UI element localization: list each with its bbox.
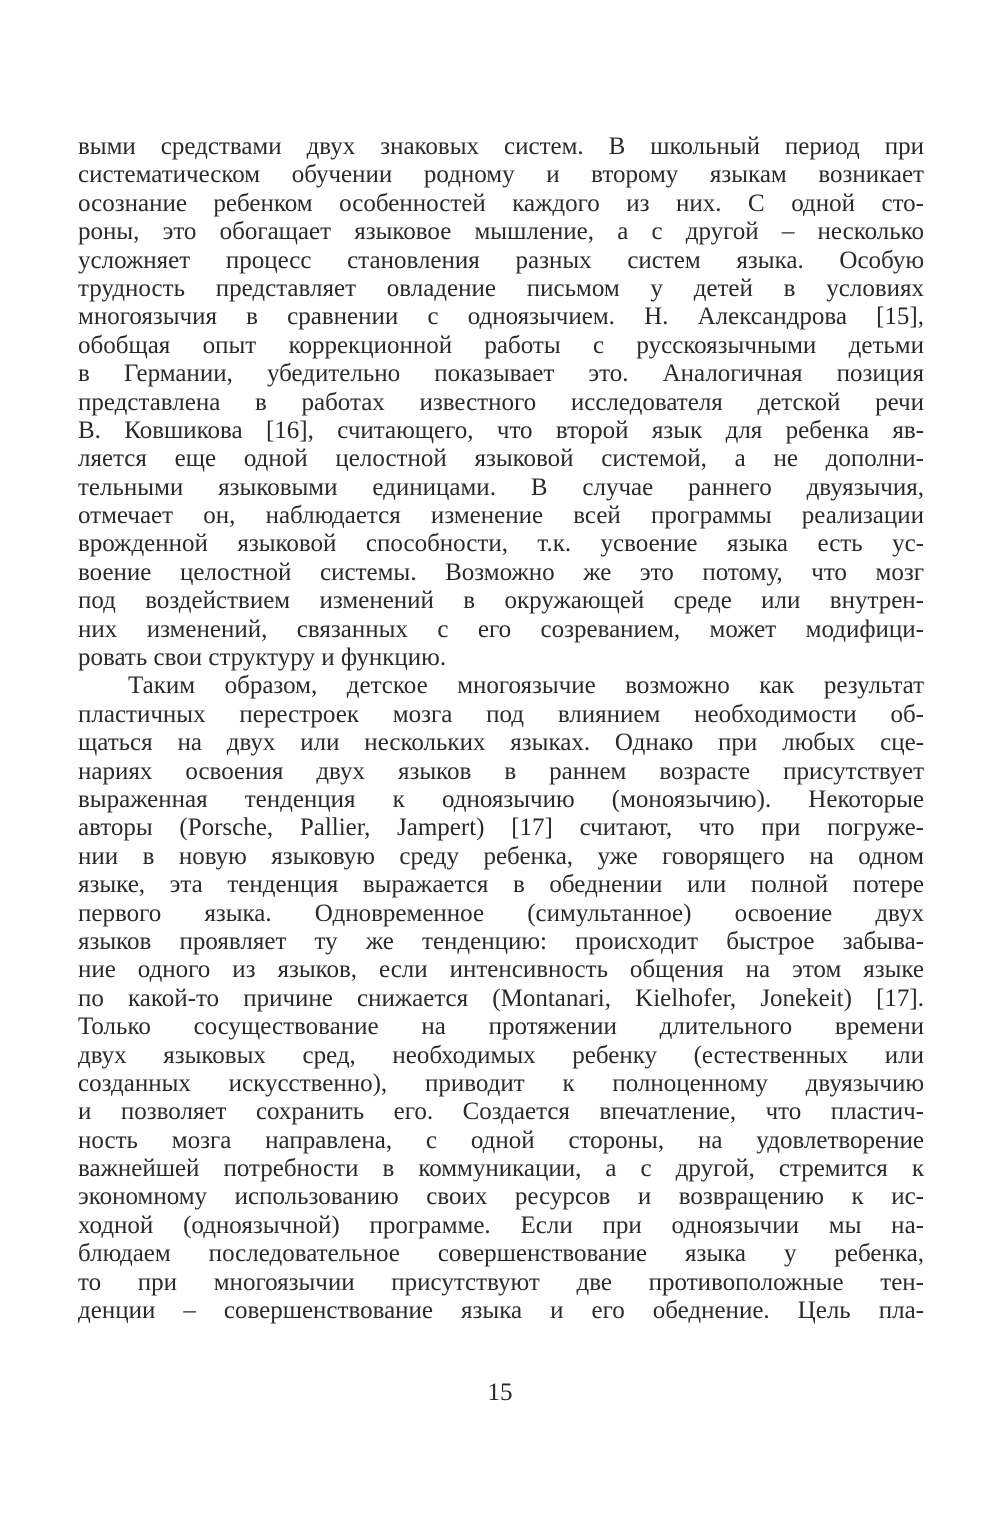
text-line: отмечает он, наблюдается изменение всей программы реализации [78, 502, 924, 530]
text-line: многоязычия в сравнении с одноязычием. Н. Александрова [15], [78, 303, 924, 331]
text-line: нариях освоения двух языков в раннем возрасте присутствует [78, 757, 924, 785]
text-line: выраженная тенденция к одноязычию (моноязычию). Некоторые [78, 785, 924, 813]
text-line: В. Ковшикова [16], считающего, что второй язык для ребенка яв- [78, 416, 924, 444]
text-line: ность мозга направлена, с одной стороны, на удовлетворение [78, 1126, 924, 1154]
text-line: систематическом обучении родному и второму языкам возникает [78, 161, 924, 189]
text-line: под воздействием изменений в окружающей среде или внутрен- [78, 587, 924, 615]
text-line: то при многоязычии присутствуют две противоположные тен- [78, 1268, 924, 1296]
text-line: пластичных перестроек мозга под влиянием необходимости об- [78, 700, 924, 728]
text-line: роны, это обогащает языковое мышление, а с другой – несколько [78, 218, 924, 246]
text-line: языков проявляет ту же тенденцию: происходит быстрое забыва- [78, 927, 924, 955]
text-line: денции – совершенствование языка и его обеднение. Цель пла- [78, 1297, 924, 1325]
text-line: ние одного из языков, если интенсивность общения на этом языке [78, 956, 924, 984]
text-line: усложняет процесс становления разных систем языка. Особую [78, 246, 924, 274]
text-line: по какой-то причине снижается (Montanari, Kielhofer, Jonekeit) [17]. [78, 984, 924, 1012]
text-line: выми средствами двух знаковых систем. В школьный период при [78, 133, 924, 160]
text-line: врожденной языковой способности, т.к. усвоение языка есть ус- [78, 530, 924, 558]
text-line: двух языковых сред, необходимых ребенку (естественных или [78, 1041, 924, 1069]
text-line: них изменений, связанных с его созреванием, может модифици- [78, 615, 924, 643]
text-line: ходной (одноязычной) программе. Если при одноязычии мы на- [78, 1211, 924, 1239]
text-line: Только сосуществование на протяжении длительного времени [78, 1013, 924, 1041]
text-line: нии в новую языковую среду ребенка, уже говорящего на одном [78, 842, 924, 870]
page-number: 15 [487, 1379, 513, 1406]
text-line: первого языка. Одновременное (симультанное) освоение двух [78, 899, 924, 927]
text-line: щаться на двух или нескольких языках. Однако при любых сце- [78, 729, 924, 757]
text-line: в Германии, убедительно показывает это. Аналогичная позиция [78, 360, 924, 388]
text-line: ровать свои структуру и функцию. [78, 644, 447, 672]
text-line: тельными языковыми единицами. В случае раннего двуязычия, [78, 473, 924, 501]
text-line: трудность представляет овладение письмом у детей в условиях [78, 274, 924, 302]
text-line: и позволяет сохранить его. Создается впечатление, что пластич- [78, 1098, 924, 1126]
text-line: важнейшей потребности в коммуникации, а с другой, стремится к [78, 1155, 924, 1183]
body-text [78, 133, 924, 1325]
text-line: Таким образом, детское многоязычие возможно как результат [128, 672, 924, 700]
text-line: языке, эта тенденция выражается в обеднении или полной потере [78, 871, 924, 899]
text-line: экономному использованию своих ресурсов и возвращению к ис- [78, 1183, 924, 1211]
text-line: воение целостной системы. Возможно же это потому, что мозг [78, 558, 924, 586]
text-line: авторы (Porsche, Pallier, Jampert) [17] считают, что при погруже- [78, 814, 924, 842]
text-line: блюдаем последовательное совершенствование языка у ребенка, [78, 1240, 924, 1268]
text-line: представлена в работах известного исследователя детской речи [78, 388, 924, 416]
text-line: созданных искусственно), приводит к полноценному двуязычию [78, 1069, 924, 1097]
text-line: ляется еще одной целостной языковой системой, а не дополни- [78, 445, 924, 473]
text-line: осознание ребенком особенностей каждого из них. С одной сто- [78, 189, 924, 217]
text-line: обобщая опыт коррекционной работы с русскоязычными детьми [78, 331, 924, 359]
